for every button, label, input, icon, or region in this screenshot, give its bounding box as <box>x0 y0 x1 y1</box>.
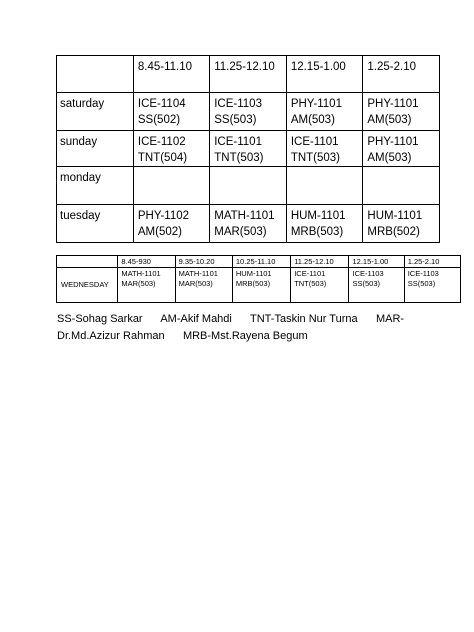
room-info: AM(503) <box>290 114 335 126</box>
header-cell: 1.25-2.10 <box>404 256 460 268</box>
course-code: ICE-1104 <box>137 98 186 110</box>
day-cell: saturday <box>57 93 134 131</box>
room-info: TNT(504) <box>137 152 188 164</box>
legend-ss: SS-Sohag Sarkar <box>57 313 143 325</box>
course-code: ICE-1101 <box>294 269 326 278</box>
course-code: PHY-1101 <box>367 98 419 110</box>
course-code: HUM-1101 <box>290 210 346 222</box>
room-info: TNT(503) <box>290 152 341 164</box>
table-row <box>57 93 440 131</box>
legend-tnt: TNT-Taskin Nur Turna <box>250 313 358 325</box>
header-cell <box>57 56 134 93</box>
course-code: ICE-1103 <box>407 269 439 278</box>
wednesday-schedule-table <box>56 255 461 303</box>
schedule-cell <box>175 268 232 303</box>
course-code: PHY-1102 <box>137 210 190 222</box>
course-code: PHY-1101 <box>290 98 342 110</box>
table-row <box>57 131 440 167</box>
room-info: MRB(503) <box>290 226 344 238</box>
day-cell: monday <box>57 167 134 205</box>
legend-am: AM-Akif Mahdi <box>160 313 232 325</box>
day-cell: sunday <box>57 131 134 167</box>
schedule-cell <box>286 205 363 243</box>
room-info: MAR(503) <box>121 279 156 288</box>
schedule-cell <box>404 268 460 303</box>
header-cell <box>57 256 118 268</box>
course-code: MATH-1101 <box>178 269 218 278</box>
schedule-cell <box>133 205 209 243</box>
room-info: MAR(503) <box>214 226 267 238</box>
table-row <box>57 167 440 205</box>
schedule-cell <box>232 268 290 303</box>
course-code: MATH-1101 <box>214 210 275 222</box>
table-header-row <box>57 256 461 268</box>
room-info: AM(502) <box>137 226 182 238</box>
room-info: MAR(503) <box>178 279 213 288</box>
header-cell: 11.25-12.10 <box>210 56 287 93</box>
room-info: MRB(502) <box>367 226 420 238</box>
schedule-cell <box>210 167 287 205</box>
course-code: PHY-1101 <box>367 136 419 148</box>
schedule-cell <box>286 93 363 131</box>
header-cell: 11.25-12.10 <box>291 256 349 268</box>
course-code: ICE-1101 <box>290 136 339 148</box>
schedule-cell <box>363 205 440 243</box>
room-info: SS(503) <box>214 114 257 126</box>
schedule-cell <box>363 93 440 131</box>
header-cell: 8.45-11.10 <box>133 56 209 93</box>
table-row <box>57 205 440 243</box>
weekly-schedule-table <box>56 55 440 243</box>
schedule-cell <box>286 131 363 167</box>
schedule-cell <box>349 268 404 303</box>
room-info: AM(503) <box>367 152 412 164</box>
schedule-cell <box>363 131 440 167</box>
course-code: ICE-1101 <box>214 136 262 148</box>
day-cell <box>57 268 118 303</box>
room-info: SS(502) <box>137 114 181 126</box>
day-label: WEDNESDAY <box>61 280 109 289</box>
header-cell: 10.25-11.10 <box>232 256 290 268</box>
header-cell: 1.25-2.10 <box>363 56 440 93</box>
legend-mar: MAR- Dr.Md.Azizur Rahman <box>57 313 405 342</box>
table-header-row <box>57 56 440 93</box>
room-info: TNT(503) <box>294 279 327 288</box>
course-code: ICE-1102 <box>137 136 186 148</box>
room-info: TNT(503) <box>214 152 264 164</box>
schedule-cell <box>210 93 287 131</box>
schedule-cell <box>291 268 349 303</box>
teacher-legend <box>57 311 467 345</box>
header-cell: 9.35-10.20 <box>175 256 232 268</box>
course-code: MATH-1101 <box>121 269 161 278</box>
room-info: AM(503) <box>367 114 412 126</box>
schedule-cell <box>133 167 209 205</box>
room-info: MRB(503) <box>235 279 271 288</box>
header-cell: 8.45-930 <box>118 256 175 268</box>
course-code: ICE-1103 <box>352 269 384 278</box>
table-row <box>57 268 461 303</box>
schedule-cell <box>118 268 175 303</box>
room-info: SS(503) <box>407 279 436 288</box>
schedule-cell <box>133 93 209 131</box>
schedule-cell <box>210 131 287 167</box>
header-cell: 12.15-1.00 <box>349 256 404 268</box>
schedule-cell <box>363 167 440 205</box>
header-cell: 12.15-1.00 <box>286 56 363 93</box>
schedule-cell <box>210 205 287 243</box>
day-cell: tuesday <box>57 205 134 243</box>
course-code: HUM-1101 <box>367 210 423 222</box>
legend-mrb: MRB-Mst.Rayena Begum <box>182 330 308 342</box>
course-code: HUM-1101 <box>235 269 272 278</box>
schedule-cell <box>286 167 363 205</box>
course-code: ICE-1103 <box>214 98 262 110</box>
schedule-cell <box>133 131 209 167</box>
room-info: SS(503) <box>352 279 380 288</box>
